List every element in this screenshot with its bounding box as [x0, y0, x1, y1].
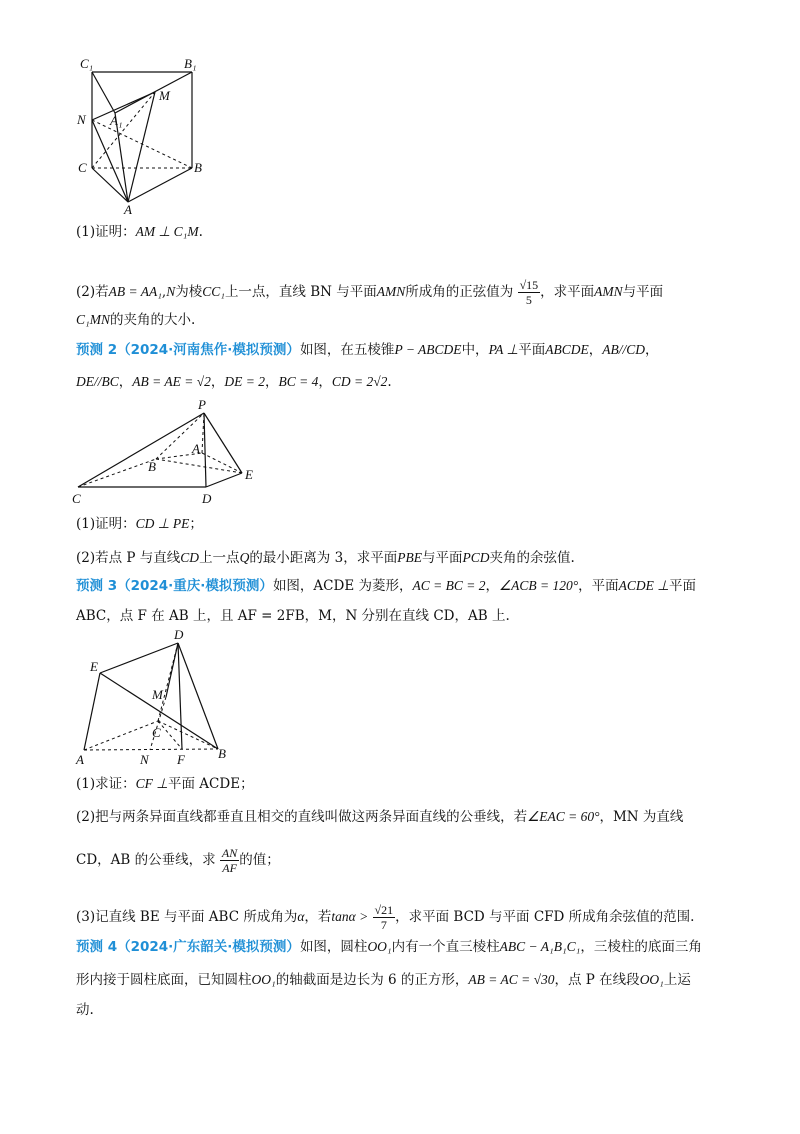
fraction-tan: $\frac{√21}{7}$ — [374, 903, 394, 932]
p3-q2-line2: CD，AB 的公垂线，求 $\frac{AN}{AF}$ 的值； — [76, 846, 280, 875]
label-B: B — [218, 746, 226, 761]
p4-intro-line2: 形内接于圆柱底面，已知圆柱OO₁的轴截面是边长为 6 的正方形，AB = AC = √30，点 P 在线段OO₁上运 — [76, 972, 691, 988]
label-E: E — [90, 659, 98, 674]
figure-pyramid — [70, 395, 270, 510]
label-E: E — [245, 467, 253, 482]
p1-q2-line1: (2)若AB = AA₁,N为棱CC₁上一点，直线 BN 与平面AMN所成角的正弦值为 $\frac{√15}{5}$ ，求平面AMN与平面 — [76, 278, 664, 307]
p3-q3: (3)记直线 BE 与平面 ABC 所成角为α，若tanα > $\frac{√21}{7}$ ，求平面 BCD 与平面 CFD 所成角余弦值的范围. — [76, 903, 695, 932]
problem-tag: 预测 4（2024·广东韶关·模拟预测） — [76, 939, 300, 955]
fraction-sine: $\frac{√15}{5}$ — [519, 278, 539, 307]
label-N: N — [77, 112, 86, 127]
problem-tag: 预测 3（2024·重庆·模拟预测） — [76, 578, 273, 594]
p3-intro-line1: 预测 3（2024·重庆·模拟预测）如图，ACDE 为菱形，AC = BC = 2，∠ACB = 120°，平面ACDE ⊥平面 — [76, 578, 696, 594]
label-C: C — [72, 491, 81, 506]
p2-intro-line1: 预测 2（2024·河南焦作·模拟预测）如图，在五棱锥P − ABCDE中，PA ⊥平面ABCDE，AB//CD， — [76, 342, 659, 358]
p3-intro-line2: ABC，点 F 在 AB 上，且 AF = 2FB，M，N 分别在直线 CD，AB 上. — [76, 608, 510, 624]
p4-intro-line3: 动. — [76, 1002, 94, 1018]
label-B: B — [194, 160, 202, 175]
label-C: C — [152, 725, 161, 740]
label-F: F — [177, 752, 185, 765]
label-C: C — [78, 160, 87, 175]
figure-rhombus — [70, 625, 240, 765]
label-D: D — [174, 627, 184, 642]
figure-prism — [70, 50, 220, 215]
label-A: A — [76, 752, 84, 765]
label-B: B — [148, 459, 156, 474]
label-A: A — [192, 441, 200, 456]
p4-intro-line1: 预测 4（2024·广东韶关·模拟预测）如图，圆柱OO₁内有一个直三棱柱ABC − A₁B₁C₁，三棱柱的底面三角 — [76, 939, 702, 955]
p3-q1: (1)求证：CF ⊥平面 ACDE； — [76, 776, 254, 792]
label-A1: A₁ — [110, 113, 123, 128]
p2-q1: (1)证明：CD ⊥ PE； — [76, 516, 203, 532]
label-D: D — [202, 491, 212, 506]
label-M: M — [159, 88, 170, 103]
p1-q2-line2: C₁MN的夹角的大小. — [76, 312, 196, 328]
fraction-an-af: $\frac{AN}{AF}$ — [221, 846, 238, 875]
p3-q2-line1: (2)把与两条异面直线都垂直且相交的直线叫做这两条异面直线的公垂线，若∠EAC = 60°，MN 为直线 — [76, 809, 684, 825]
problem-tag: 预测 2（2024·河南焦作·模拟预测） — [76, 342, 300, 358]
p2-intro-line2: DE//BC，AB = AE = √2，DE = 2，BC = 4，CD = 2√2. — [76, 374, 392, 390]
label-M: M — [152, 687, 163, 702]
label-P: P — [198, 397, 206, 412]
label-B1: B₁ — [184, 56, 197, 71]
label-N: N — [140, 752, 149, 765]
p2-q2: (2)若点 P 与直线CD上一点Q的最小距离为 3，求平面PBE与平面PCD夹角的余弦值. — [76, 550, 575, 566]
label-C1: C₁ — [80, 56, 94, 71]
label-A: A — [124, 202, 132, 215]
p1-q1: (1)证明：AM ⊥ C₁M. — [76, 224, 203, 240]
